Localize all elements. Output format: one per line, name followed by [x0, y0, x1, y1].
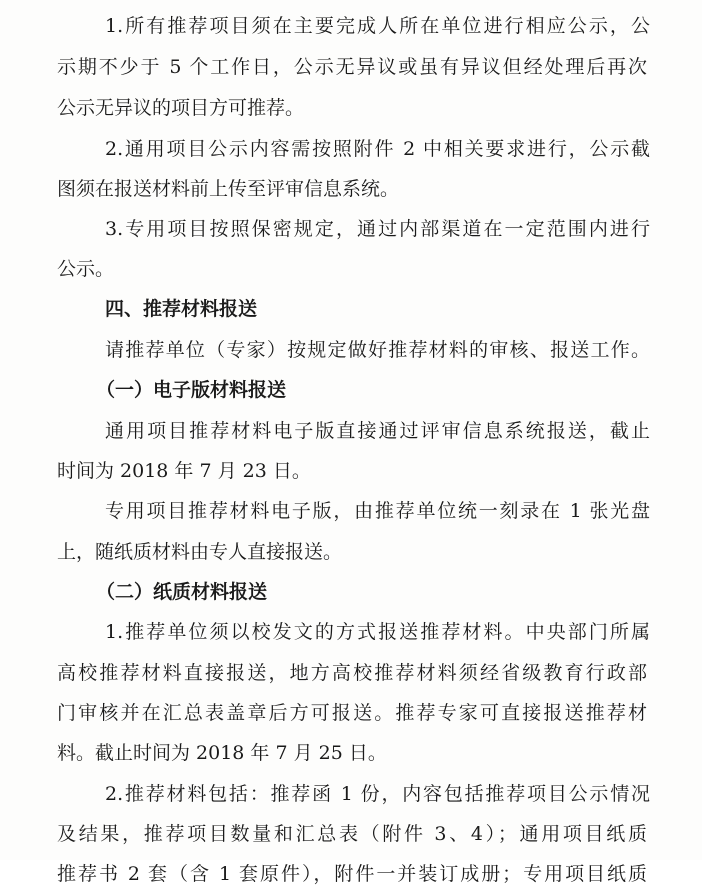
- paragraph-line: 推荐书 2 套（含 1 套原件），附件一并装订成册；专用项目纸质: [57, 863, 647, 885]
- paragraph-line: 公示无异议的项目方可推荐。: [57, 97, 305, 119]
- paragraph-line: 及结果，推荐项目数量和汇总表（附件 3、4）；通用项目纸质: [57, 823, 647, 845]
- paragraph-line: 3.专用项目按照保密规定，通过内部渠道在一定范围内进行: [105, 218, 650, 240]
- paragraph-line: 时间为 2018 年 7 月 23 日。: [57, 460, 311, 482]
- paragraph-line: 公示。: [57, 258, 115, 280]
- paragraph-line: 1.所有推荐项目须在主要完成人所在单位进行相应公示，公: [105, 15, 650, 37]
- paragraph-line: 通用项目推荐材料电子版直接通过评审信息系统报送，截止: [105, 420, 650, 442]
- paragraph-line: 门审核并在汇总表盖章后方可报送。推荐专家可直接报送推荐材: [57, 702, 647, 724]
- paragraph-line: 示期不少于 5 个工作日，公示无异议或虽有异议但经处理后再次: [57, 56, 647, 78]
- paragraph-line: 请推荐单位（专家）按规定做好推荐材料的审核、报送工作。: [105, 339, 650, 361]
- paragraph-line: 高校推荐材料直接报送，地方高校推荐材料须经省级教育行政部: [57, 662, 647, 684]
- paragraph-line: 图须在报送材料前上传至评审信息系统。: [57, 178, 400, 200]
- section-heading: 四、推荐材料报送: [105, 298, 258, 320]
- paragraph-line: 2.通用项目公示内容需按照附件 2 中相关要求进行，公示截: [105, 138, 650, 160]
- paragraph-line: 专用项目推荐材料电子版，由推荐单位统一刻录在 1 张光盘: [105, 500, 650, 522]
- paragraph-line: 料。截止时间为 2018 年 7 月 25 日。: [57, 742, 387, 764]
- section-heading: （二）纸质材料报送: [96, 581, 268, 603]
- paragraph-line: 上，随纸质材料由专人直接报送。: [57, 541, 343, 563]
- paragraph-line: 1.推荐单位须以校发文的方式报送推荐材料。中央部门所属: [105, 621, 650, 643]
- section-heading: （一）电子版材料报送: [96, 379, 287, 401]
- paragraph-line: 2.推荐材料包括：推荐函 1 份，内容包括推荐项目公示情况: [105, 783, 650, 805]
